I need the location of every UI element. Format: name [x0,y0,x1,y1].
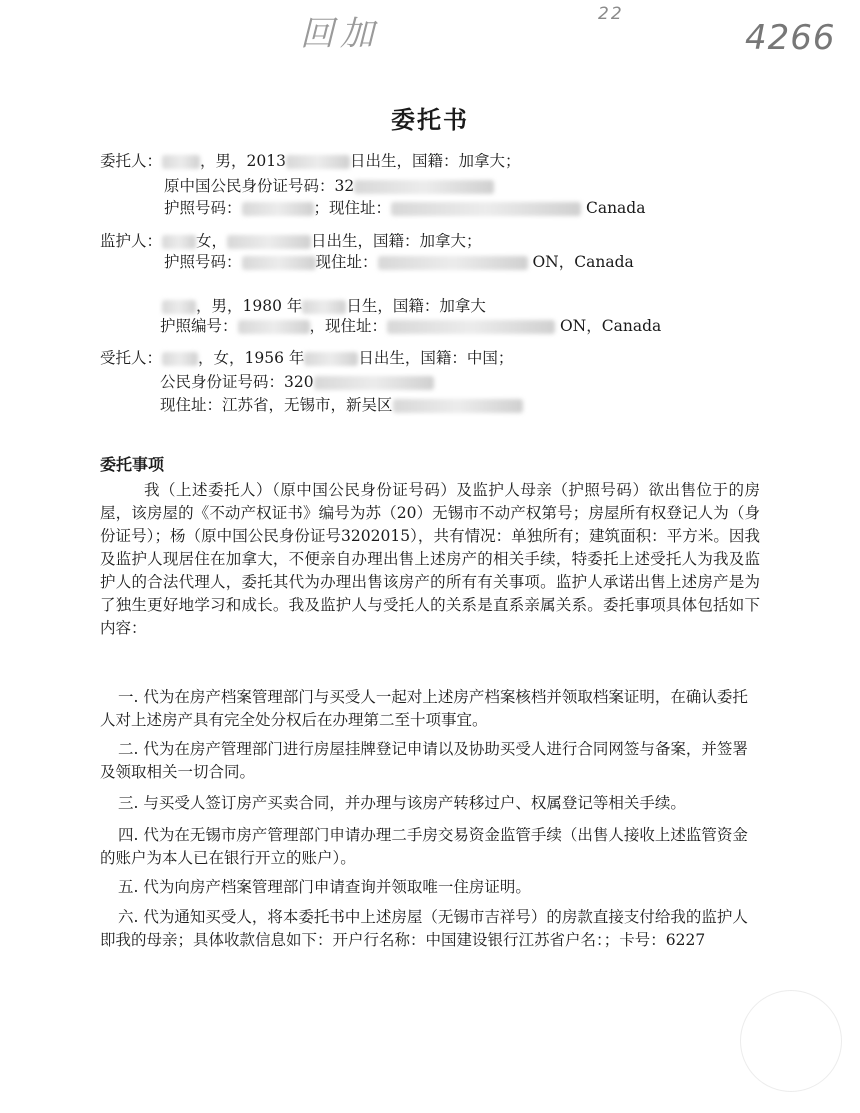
agent-address: 现住址：江苏省，无锡市，新吴区 [160,396,393,414]
agent-gender-birth: ，女，1956 年 [198,349,305,367]
guardian-line-1 [100,231,482,251]
redaction [238,320,310,334]
principal-id: 原中国公民身份证号码：32 [164,177,355,195]
guardian-nationality: 日出生，国籍：加拿大； [311,232,482,250]
handwritten-note-left: 回加 [300,14,380,54]
redaction [378,256,528,270]
principal-nationality: 日出生，国籍：加拿大； [349,152,521,170]
redaction [387,320,555,334]
redaction [391,202,581,216]
guardian-line-2 [164,252,634,272]
guardian-country: ON，Canada [532,253,634,271]
redaction [354,180,494,194]
principal-country: Canada [585,199,646,217]
principal-passport-label: 护照号码： [164,199,242,217]
handwritten-note-middle: 22 [598,4,624,24]
redaction [304,352,358,366]
handwritten-note-right: 4266 [745,18,836,58]
redaction [286,155,350,169]
faint-stamp [740,990,842,1092]
guardian-address-label: 现住址： [315,253,378,271]
guardian2-address-label: ，现住址： [309,317,388,335]
item-4: 四. 代为在无锡市房产管理部门申请办理二手房交易资金监管手续（出售人接收上述监管资金的账户为本人已在银行开立的账户）。 [100,826,748,867]
guardian-gender: 女， [196,232,228,250]
document-title: 委托书 [391,105,469,134]
guardian2-line-2 [160,316,661,336]
guardian-passport-label: 护照号码： [164,253,242,271]
agent-id: 公民身份证号码：320 [160,373,314,391]
agent-line-3 [160,395,523,415]
main-paragraph: 我（上述委托人）（原中国公民身份证号码）及监护人母亲（护照号码）欲出售位于的房屋，该房屋的《不动产权证书》编号为苏（20）无锡市不动产权第号；房屋所有权登记人为（身份证号）；杨（原中国公民身份证号3202015），共有情况：单独所有；建筑面积：平方米。因我及监护人现居住在加拿大，不便亲自办理出售上述房产的相关手续，特委托上述受托人为我及监护人的合法代理人，委托其代为办理出售该房产的所有有关事项。监护人承诺出售上述房产是为了独生更好地学习和成长。我及监护人与受托人的关系是直系亲属关系。委托事项具体包括如下内容： [100,481,760,637]
guardian2-gender-birth: ，男，1980 年 [196,297,303,315]
agent-label: 受托人： [100,349,163,367]
redaction [227,235,311,249]
redaction [162,235,196,249]
principal-gender-birth: ，男，2013 [200,152,286,170]
redaction [393,399,523,413]
item-1: 一. 代为在房产档案管理部门与买受人一起对上述房产档案核档并领取档案证明，在确认委托人对上述房产具有完全处分权后在办理第二至十项事宜。 [100,688,748,729]
redaction [162,155,200,169]
redaction [242,256,316,270]
guardian2-nationality: 日生，国籍：加拿大 [346,297,486,315]
agent-nationality: 日出生，国籍：中国； [358,349,514,367]
item-2: 二. 代为在房产管理部门进行房屋挂牌登记申请以及协助买受人进行合同网签与备案，并签署及领取相关一切合同。 [100,740,748,781]
redaction [302,300,346,314]
section-heading: 委托事项 [100,455,165,474]
item-6: 六. 代为通知买受人，将本委托书中上述房屋（无锡市吉祥号）的房款直接支付给我的监护人即我的母亲；具体收款信息如下：开户行名称：中国建设银行江苏省户名：；卡号：6227 [100,908,748,949]
redaction [162,352,198,366]
redaction [242,202,314,216]
guardian-label: 监护人： [100,232,163,250]
item-5: 五. 代为向房产档案管理部门申请查询并领取唯一住房证明。 [118,878,531,896]
guardian2-line-1 [162,296,486,316]
principal-label: 委托人： [100,152,163,170]
principal-line-1 [100,151,520,171]
principal-line-2 [164,176,494,196]
guardian2-passport-label: 护照编号： [160,317,238,335]
principal-line-3 [164,198,645,218]
agent-line-2 [160,372,434,392]
redaction [314,376,434,390]
guardian2-country: ON，Canada [559,317,662,335]
agent-line-1 [100,348,513,368]
redaction [162,300,196,314]
item-3: 三. 与买受人签订房产买卖合同，并办理与该房产转移过户、权属登记等相关手续。 [118,794,686,812]
principal-address-label: ；现住址： [313,199,392,217]
